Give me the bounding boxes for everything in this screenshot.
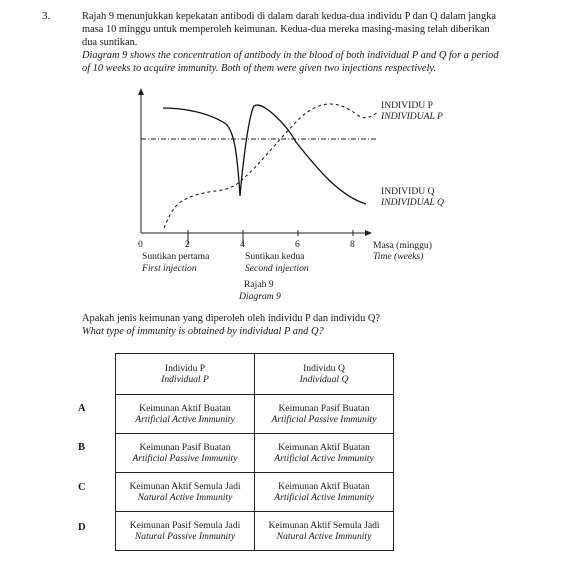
option-b-p-ms: Keimunan Pasif Buatan — [139, 441, 231, 453]
option-letter-a[interactable]: A — [78, 403, 86, 414]
header-q-ms: Individu Q — [303, 362, 345, 374]
option-a-p-ms: Keimunan Aktif Buatan — [139, 402, 231, 414]
option-c-p-ms: Keimunan Aktif Semula Jadi — [129, 480, 241, 492]
label-individual-q-en: INDIVIDUAL Q — [381, 197, 444, 208]
header-q-en: Individual Q — [299, 374, 349, 385]
header-individual-q — [255, 354, 394, 395]
option-d-p-ms: Keimunan Pasif Semula Jadi — [129, 519, 241, 531]
stem-malay: Rajah 9 menunjukkan kepekatan antibodi di dalam darah kedua-dua individu P dan Q dalam jangka masa 10 minggu untuk memperoleh keimunan. Kedua-dua mereka masing-masing telah diberikan dua suntikan. — [82, 11, 496, 48]
answer-options-table — [115, 353, 394, 551]
option-c-q-ms: Keimunan Aktif Buatan — [278, 480, 370, 492]
option-b-p — [116, 434, 255, 473]
option-b-q — [255, 434, 394, 473]
table-header-row — [116, 354, 394, 395]
option-letter-c[interactable]: C — [78, 482, 86, 493]
option-letter-b[interactable]: B — [78, 442, 86, 453]
option-b-q-ms: Keimunan Aktif Buatan — [278, 441, 370, 453]
diagram-caption-ms: Rajah 9 — [244, 279, 274, 290]
option-a-p — [116, 395, 255, 434]
option-a-q — [255, 395, 394, 434]
option-row-c[interactable] — [116, 473, 394, 512]
option-row-b[interactable] — [116, 434, 394, 473]
option-c-p — [116, 473, 255, 512]
question-prompt — [82, 312, 380, 338]
tick-label-6: 6 — [295, 239, 300, 250]
tick-label-4: 4 — [240, 239, 245, 250]
option-a-q-en: Artificial Passive Immunity — [271, 414, 377, 425]
option-row-d[interactable] — [116, 512, 394, 551]
first-injection-label-ms: Suntikan pertama — [142, 251, 210, 262]
tick-label-0: 0 — [138, 239, 143, 250]
question-number: 3. — [42, 10, 51, 22]
option-b-p-en: Artificial Passive Immunity — [132, 453, 238, 464]
label-individual-p-ms: INDIVIDU P — [381, 100, 433, 111]
header-p-en: Individual P — [161, 374, 209, 385]
curve-individual-q — [164, 104, 378, 228]
option-row-a[interactable] — [116, 395, 394, 434]
option-a-p-en: Artificial Active Immunity — [135, 414, 235, 425]
option-c-q — [255, 473, 394, 512]
curve-individual-p — [163, 105, 366, 204]
tick-label-2: 2 — [185, 239, 190, 250]
second-injection-label-en: Second injection — [245, 263, 309, 274]
option-c-q-en: Artificial Active Immunity — [274, 492, 374, 503]
option-d-p-en: Natural Passive Immunity — [134, 531, 236, 542]
y-axis-arrow — [138, 88, 144, 95]
x-axis-label-ms: Masa (minggu) — [373, 240, 432, 251]
label-individual-p-en: INDIVIDUAL P — [381, 111, 443, 122]
stem-english: Diagram 9 shows the concentration of antibody in the blood of both individual P and Q for a period of 10 weeks to acquire immunity. Both of them were given two injections respectively. — [82, 50, 499, 74]
option-letter-d[interactable]: D — [78, 522, 86, 533]
header-p-ms: Individu P — [164, 362, 206, 374]
option-d-q-ms: Keimunan Aktif Semula Jadi — [268, 519, 380, 531]
tick-label-8: 8 — [350, 239, 355, 250]
second-injection-label-ms: Suntikan kedua — [245, 251, 305, 262]
diagram-caption-en: Diagram 9 — [239, 291, 281, 302]
option-b-q-en: Artificial Active Immunity — [274, 453, 374, 464]
x-axis-arrow — [365, 230, 372, 236]
option-d-q — [255, 512, 394, 551]
first-injection-label-en: First injection — [142, 263, 197, 274]
header-individual-p — [116, 354, 255, 395]
prompt-english: What type of immunity is obtained by individual P and Q? — [82, 326, 324, 337]
prompt-malay: Apakah jenis keimunan yang diperoleh oleh individu P dan individu Q? — [82, 313, 380, 324]
label-individual-q-ms: INDIVIDU Q — [381, 186, 435, 197]
x-axis-label-en: Time (weeks) — [373, 251, 424, 262]
option-d-q-en: Natural Active Immunity — [276, 531, 372, 542]
option-c-p-en: Natural Active Immunity — [137, 492, 233, 503]
option-a-q-ms: Keimunan Pasif Buatan — [278, 402, 370, 414]
option-d-p — [116, 512, 255, 551]
